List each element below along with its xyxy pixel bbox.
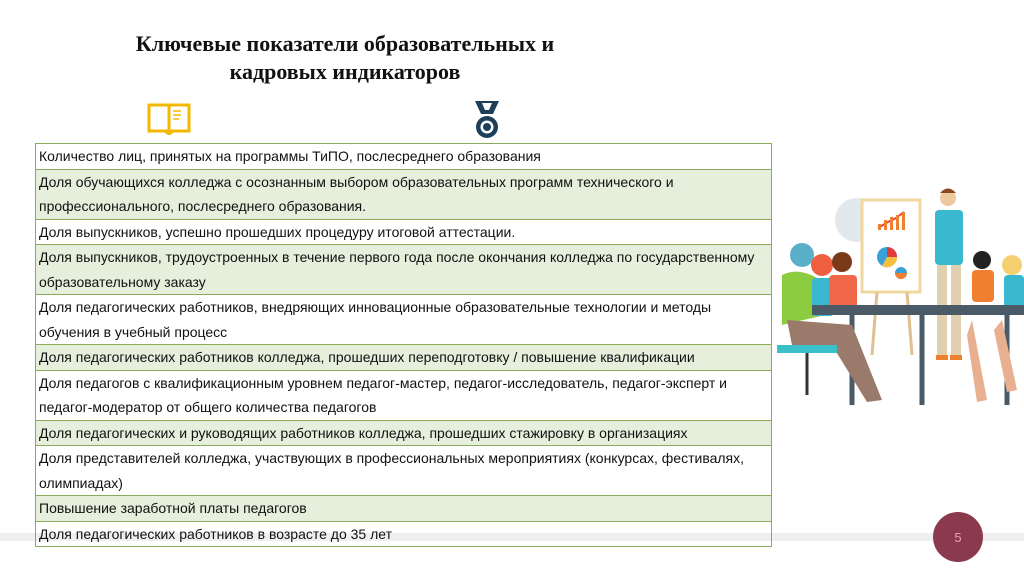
meeting-illustration [772, 160, 1024, 410]
indicator-cell: Количество лиц, принятых на программы ТиПО, послесреднего образования [36, 144, 772, 170]
table-row [36, 144, 772, 170]
table-row [36, 169, 772, 219]
seated-person [829, 252, 857, 313]
indicator-cell: Доля выпускников, успешно прошедших процедуру итоговой аттестации. [36, 219, 772, 245]
presenter [935, 189, 963, 361]
table-row [36, 521, 772, 547]
small-pie-chart-icon [895, 267, 907, 279]
chair [777, 345, 837, 395]
indicator-cell: Доля педагогических и руководящих работников колледжа, прошедших стажировку в организациях [36, 420, 772, 446]
table-row [36, 245, 772, 295]
table-row [36, 370, 772, 420]
medal-icon [472, 100, 502, 140]
legs [787, 320, 882, 402]
indicator-cell: Доля педагогических работников колледжа, прошедших переподготовку / повышение квалификации [36, 345, 772, 371]
page-number: 5 [954, 529, 962, 545]
flipchart [862, 200, 920, 292]
table-row [36, 219, 772, 245]
indicator-cell: Повышение заработной платы педагогов [36, 496, 772, 522]
indicator-cell: Доля педагогических работников в возрасте до 35 лет [36, 521, 772, 547]
seated-person [972, 251, 994, 302]
open-book-icon [147, 103, 191, 135]
table-row [36, 496, 772, 522]
title-line-2: кадровых индикаторов [229, 59, 461, 84]
table-row [36, 446, 772, 496]
easel-legs [872, 292, 912, 355]
seated-person [1002, 255, 1024, 310]
table-row [36, 295, 772, 345]
table-row [36, 345, 772, 371]
indicator-cell: Доля обучающихся колледжа с осознанным выбором образовательных программ технического и профессионального, послесреднего образования. [36, 169, 772, 219]
indicator-cell: Доля выпускников, трудоустроенных в течение первого года после окончания колледжа по государственному образовательному заказу [36, 245, 772, 295]
page-number-badge [933, 512, 983, 562]
page-title [60, 30, 630, 86]
indicator-cell: Доля педагогов с квалификационным уровнем педагог-мастер, педагог-исследователь, педагог-эксперт и педагог-модератор от общего количества педагогов [36, 370, 772, 420]
title-line-1: Ключевые показатели образовательных и [135, 31, 555, 56]
table-row [36, 420, 772, 446]
indicators-table [35, 143, 772, 547]
indicator-cell: Доля представителей колледжа, участвующих в профессиональных мероприятиях (конкурсах, фестивалях, олимпиадах) [36, 446, 772, 496]
indicator-cell: Доля педагогических работников, внедряющих инновационные образовательные технологии и методы обучения в учебный процесс [36, 295, 772, 345]
